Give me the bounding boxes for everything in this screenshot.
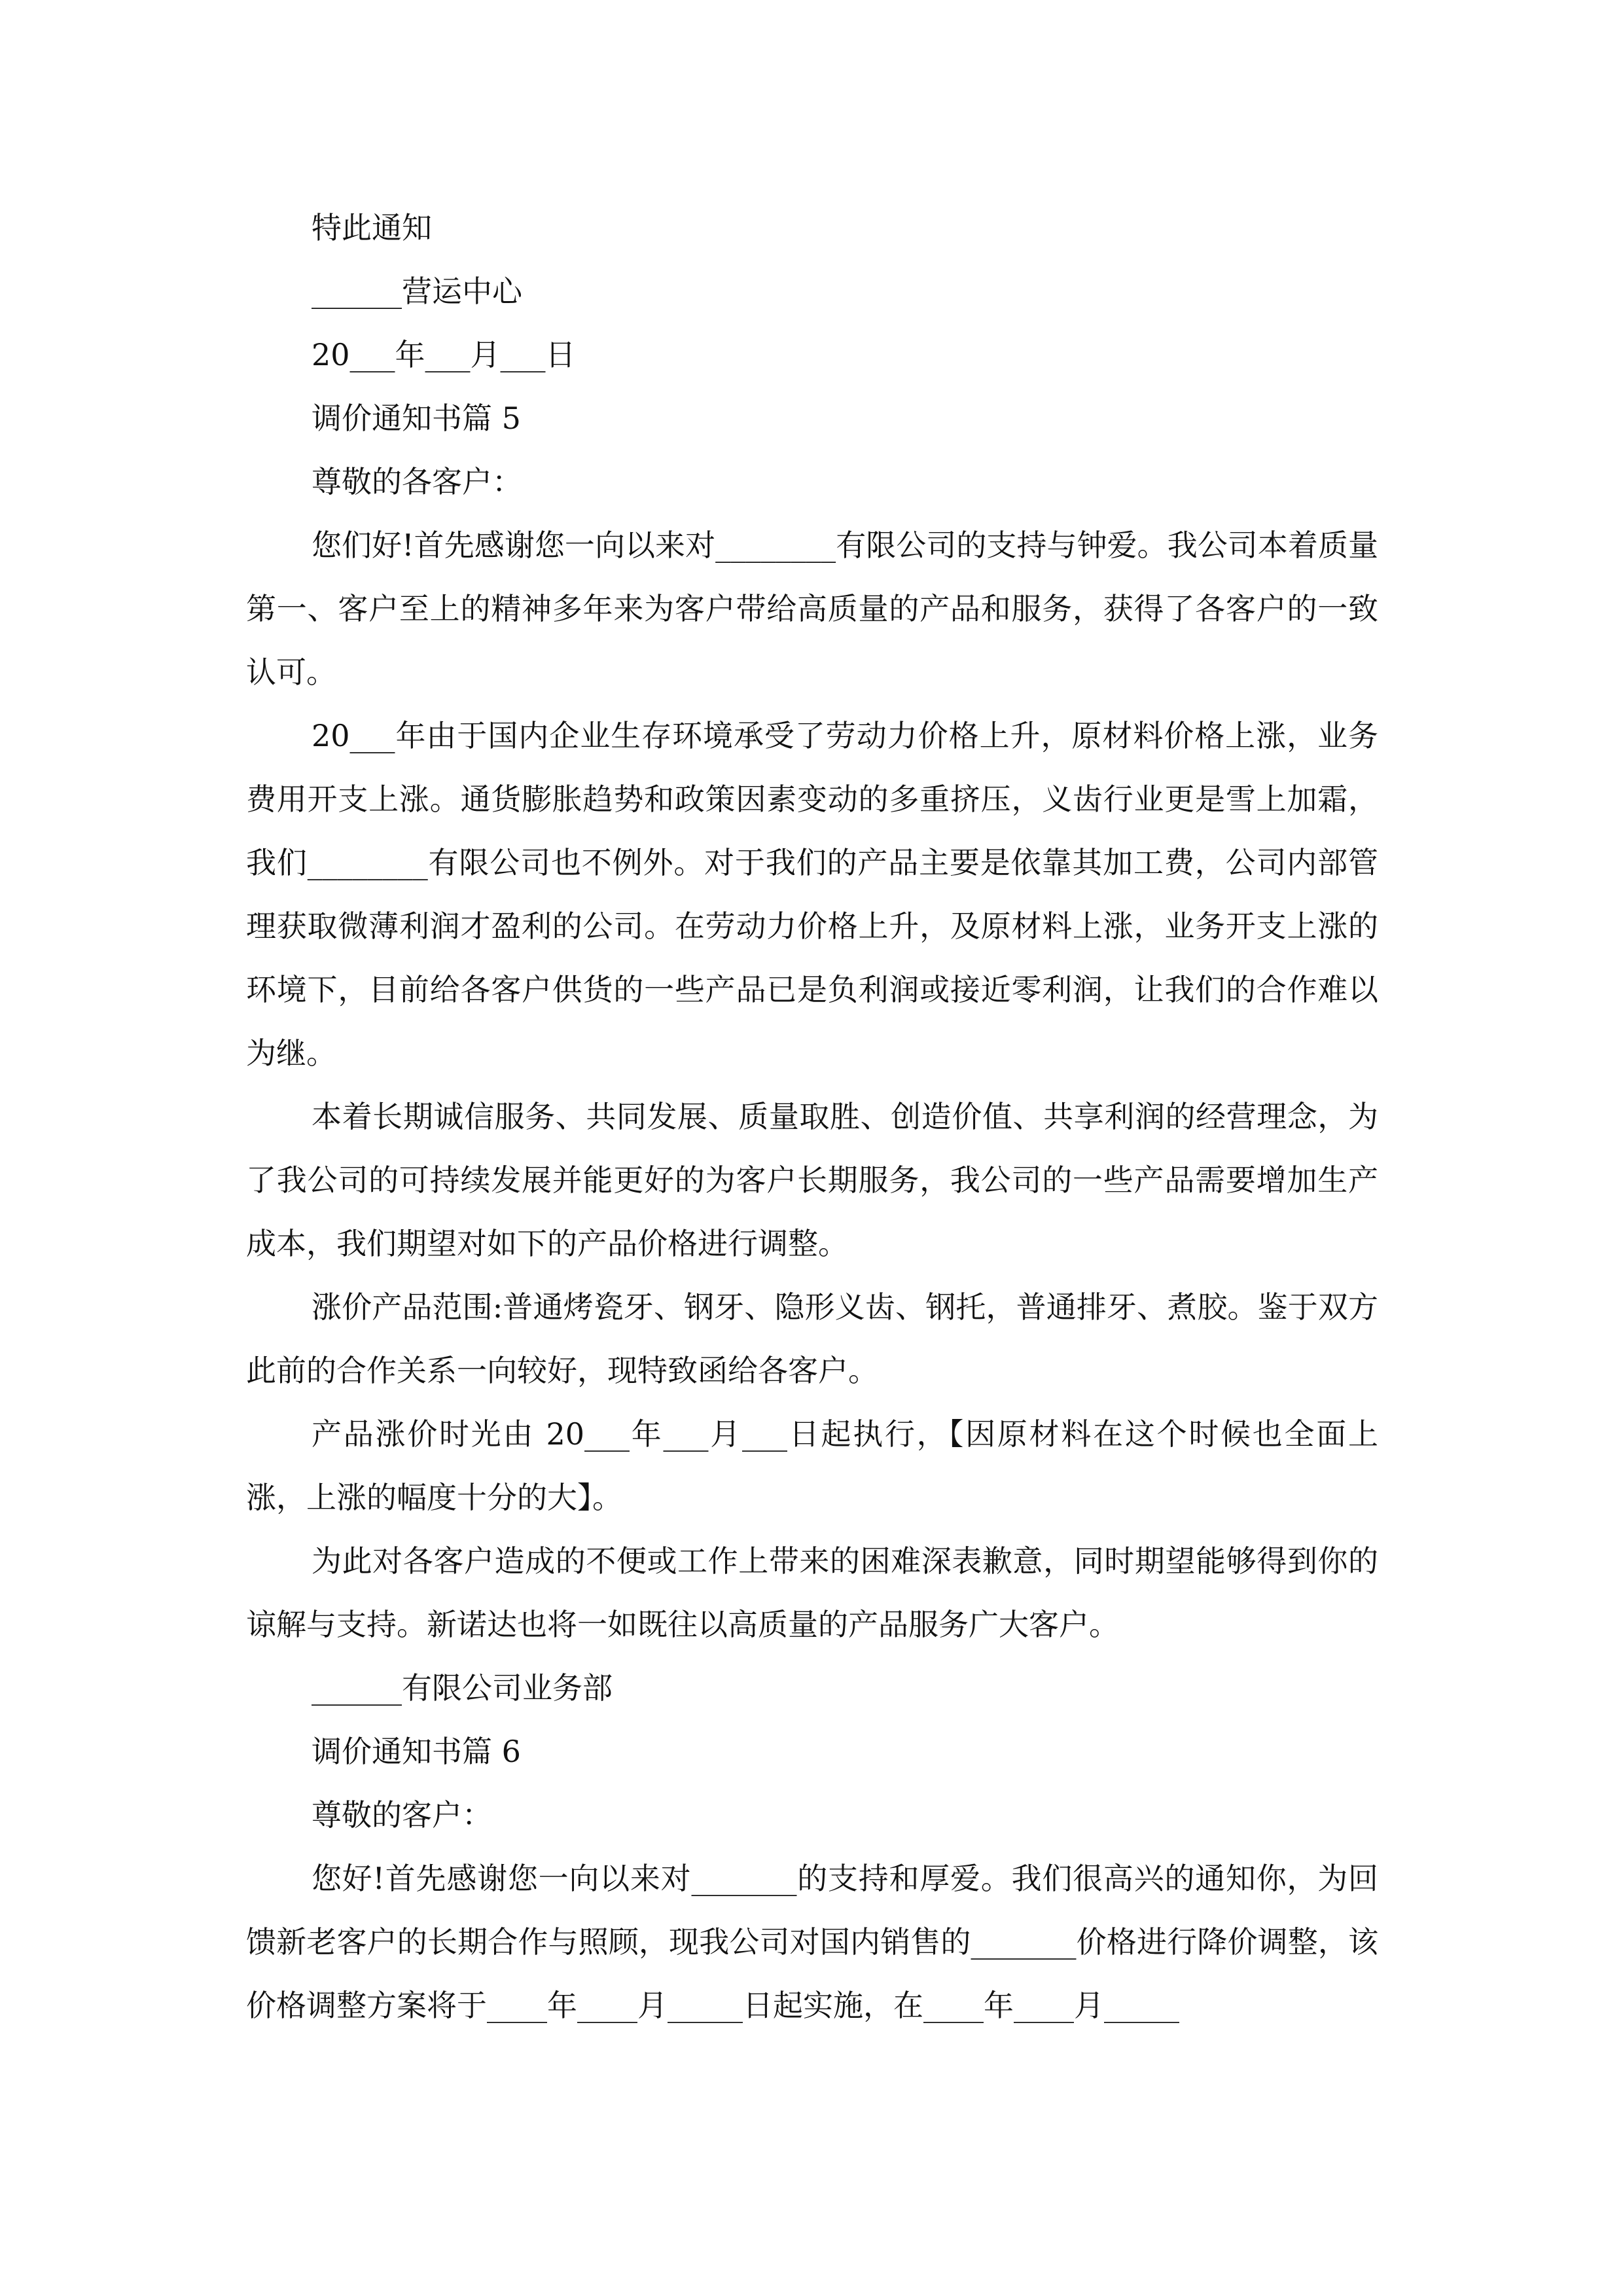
document-body (246, 196, 1378, 2037)
section-title-5: 调价通知书篇 5 (312, 401, 521, 436)
paragraph-6-1: 您好!首先感谢您一向以来对_______的支持和厚爱。我们很高兴的通知你，为回馈新老客户的长期合作与照顾，现我公司对国内销售的_______价格进行降价调整，该价格调整方案将于____年____月_____日起实施，在____年____月_____ (246, 1861, 1378, 2023)
paragraph-5-1: 您们好!首先感谢您一向以来对________有限公司的支持与钟爱。我公司本着质量第一、客户至上的精神多年来为客户带给高质量的产品和服务，获得了各客户的一致认可。 (246, 528, 1378, 690)
paragraph-5-4: 涨价产品范围:普通烤瓷牙、钢牙、隐形义齿、钢托，普通排牙、煮胶。鉴于双方此前的合作关系一向较好，现特致函给各客户。 (246, 1289, 1378, 1388)
paragraph-5-6: 为此对各客户造成的不便或工作上带来的困难深表歉意，同时期望能够得到你的谅解与支持。新诺达也将一如既往以高质量的产品服务广大客户。 (246, 1543, 1378, 1642)
greeting-5: 尊敬的各客户： (312, 464, 522, 499)
greeting-6: 尊敬的客户： (312, 1797, 492, 1833)
signature-5: ______有限公司业务部 (312, 1670, 613, 1706)
notice-closing: 特此通知 (312, 210, 432, 245)
paragraph-5-5: 产品涨价时光由 20___年___月___日起执行，【因原材料在这个时候也全面上涨，上涨的幅度十分的大】。 (246, 1416, 1378, 1515)
section-title-6: 调价通知书篇 6 (312, 1734, 521, 1769)
paragraph-5-3: 本着长期诚信服务、共同发展、质量取胜、创造价值、共享利润的经营理念，为了我公司的可持续发展并能更好的为客户长期服务，我公司的一些产品需要增加生产成本，我们期望对如下的产品价格进行调整。 (246, 1099, 1378, 1261)
date-line: 20___年___月___日 (312, 337, 576, 372)
paragraph-5-2: 20___年由于国内企业生存环境承受了劳动力价格上升，原材料价格上涨，业务费用开支上涨。通货膨胀趋势和政策因素变动的多重挤压，义齿行业更是雪上加霜，我们________有限公司也不例外。对于我们的产品主要是依靠其加工费，公司内部管理获取微薄利润才盈利的公司。在劳动力价格上升，及原材料上涨，业务开支上涨的环境下，目前给各客户供货的一些产品已是负利润或接近零利润，让我们的合作难以为继。 (246, 718, 1378, 1071)
issuer-line: ______营运中心 (312, 274, 522, 309)
